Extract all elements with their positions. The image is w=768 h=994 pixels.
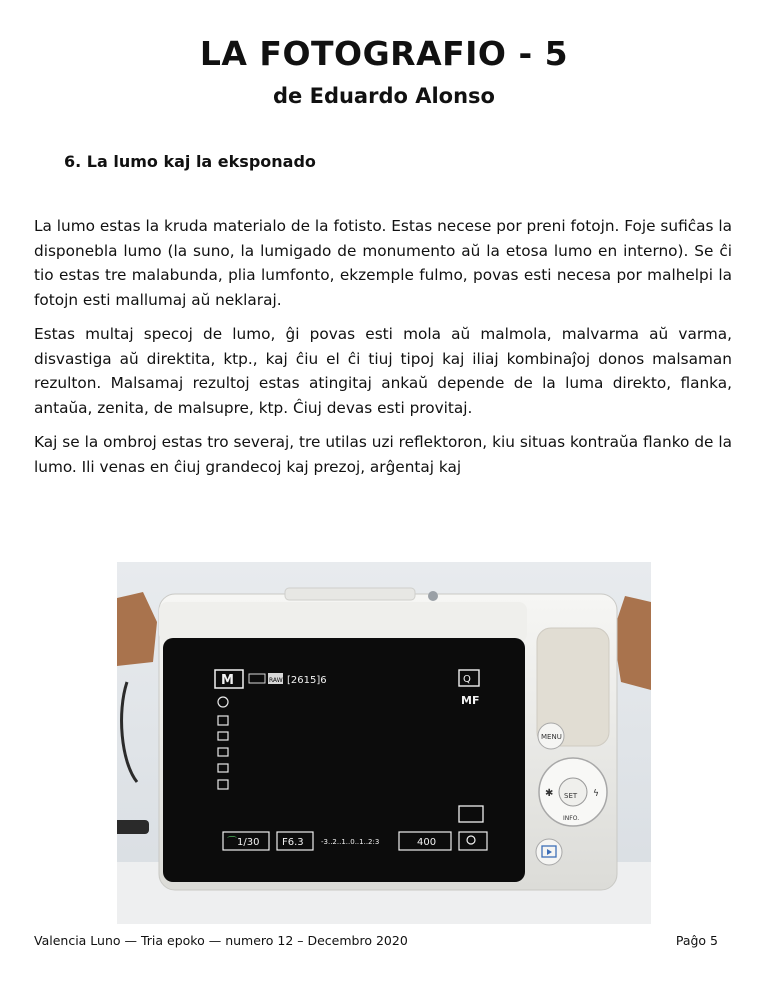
section-heading: 6. La lumo kaj la eksponado [64,152,316,171]
svg-text:✱: ✱ [545,788,554,799]
exposure-scale: -3..2..1..0..1..2:3 [321,838,380,846]
iso-value: 400 [417,837,437,848]
svg-text:ϟ: ϟ [593,789,599,799]
focus-mode: MF [461,694,480,707]
page-subtitle: de Eduardo Alonso [273,84,495,108]
menu-button-label: MENU [541,733,562,741]
camera-photo [117,562,651,924]
svg-text:Q: Q [463,674,471,685]
info-button-label: INFO. [563,815,580,822]
article-body [34,214,732,489]
page-title: LA FOTOGRAFIO - 5 [199,34,569,73]
raw-label: RAW [269,677,283,684]
paragraph-1: La lumo estas la kruda materialo de la fotisto. Estas necese por preni fotojn. Foje sufiĉas la disponebla lumo (la suno, la lumigado de monumento aŭ la etosa lumo en interno). Se ĉi tio estas tre malabunda, plia lumfonto, ekzemple fulmo, povas esti necesa por malhelpi la fotojn esti mallumaj aŭ neklaraj. [34,217,732,309]
shots-remaining: [2615]6 [287,675,327,686]
aperture-value: F6.3 [282,837,304,848]
svg-text:⌒: ⌒ [227,837,237,848]
shutter-speed: 1/30 [237,837,260,848]
paragraph-2: Estas multaj specoj de lumo, ĝi povas esti mola aŭ malmola, malvarma aŭ varma, disvastiga aŭ direktita, ktp., kaj ĉiu el ĉi tiuj tipoj kaj iliaj kombinaĵoj donos malsaman rezulton. Malsamaj rezultoj estas atingitaj ankaŭ depende de la luma direkto, flanka, antaŭa, zenita, de malsupre, ktp. Ĉiuj devas esti provitaj. [34,325,732,417]
footer-publication: Valencia Luno — Tria epoko — numero 12 – Decembro 2020 [34,933,408,948]
camera-illustration [117,562,651,924]
mode-indicator: M [221,673,234,688]
paragraph-3: Kaj se la ombroj estas tro severaj, tre utilas uzi reflektoron, kiu situas kontraŭa flanko de la lumo. Ili venas en ĉiuj grandecoj kaj prezoj, arĝentaj kaj [34,433,732,476]
set-button-label: SET [564,792,578,800]
page-number: Paĝo 5 [675,933,718,948]
